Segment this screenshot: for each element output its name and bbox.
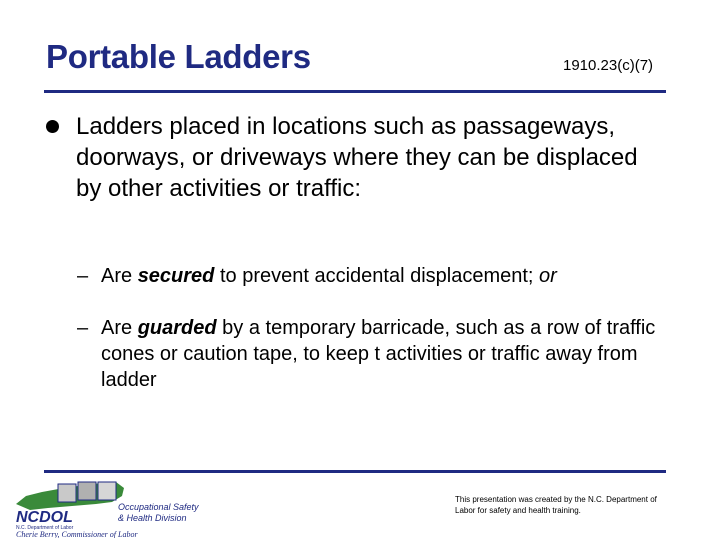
footer-note: This presentation was created by the N.C. Department of Labor for safety and health training. <box>455 495 657 515</box>
logo-subtext: N.C. Department of Labor <box>16 525 74 531</box>
commissioner-signature: Cherie Berry, Commissioner of Labor <box>16 530 138 538</box>
photo-panel-icon <box>58 484 76 502</box>
sub-bullet-rest: by a temporary barricade, such as a row of traffic cones or caution tape, to keep t activities or traffic away from ladder <box>101 317 656 391</box>
sub-bullet-prefix: Are <box>101 317 138 339</box>
keyword-secured: secured <box>137 265 215 287</box>
sub-bullet-prefix: Are <box>101 265 138 287</box>
dash-icon: – <box>77 317 89 339</box>
regulation-citation: 1910.23(c)(7) <box>563 57 654 74</box>
logo-text: NCDOL <box>16 509 73 526</box>
division-line-1: Occupational Safety <box>118 502 199 512</box>
sub-bullet-secured <box>77 263 677 289</box>
bullet-dot-icon <box>46 120 59 133</box>
sub-bullet-text <box>77 315 677 393</box>
sub-bullet-suffix: or <box>539 265 557 287</box>
sub-bullet-guarded <box>77 315 677 393</box>
slide-title: Portable Ladders <box>46 38 311 75</box>
sub-bullet-middle: to prevent accidental displacement; <box>214 265 540 287</box>
sub-bullet-text <box>77 263 677 289</box>
title-divider <box>44 90 666 93</box>
ncdol-osh-logo <box>12 474 212 538</box>
footer-divider <box>44 470 666 473</box>
photo-panel-icon <box>78 482 96 500</box>
dash-icon: – <box>77 265 89 287</box>
main-bullet-text: Ladders placed in locations such as passageways, doorways, or driveways where they can be displaced by other activities or traffic: <box>76 113 638 202</box>
division-line-2: & Health Division <box>118 513 187 523</box>
keyword-guarded: guarded <box>137 317 217 339</box>
photo-panel-icon <box>98 482 116 500</box>
